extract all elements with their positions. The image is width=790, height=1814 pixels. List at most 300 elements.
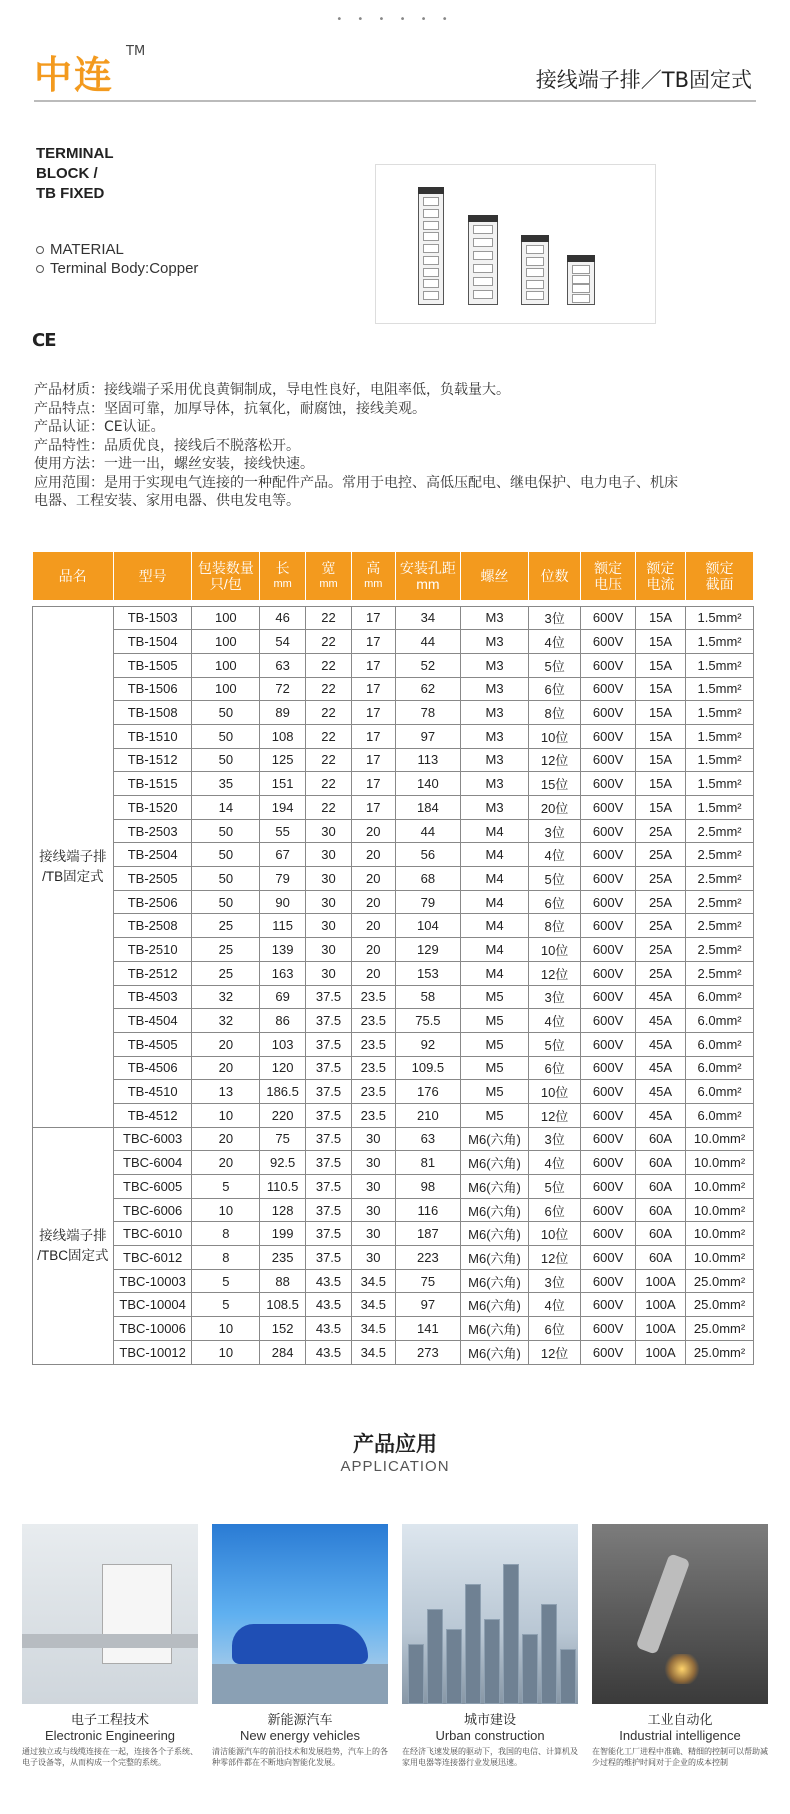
table-cell: M5 [461,1103,529,1127]
table-cell: 13 [192,1080,260,1104]
table-cell: M6(六角) [461,1317,529,1341]
table-cell: 4位 [528,843,580,867]
table-row [33,914,754,938]
table-cell: 37.5 [306,1056,352,1080]
column-header [528,552,580,600]
table-cell: 30 [351,1127,395,1151]
table-cell: 23.5 [351,1032,395,1056]
table-cell: 81 [395,1151,461,1175]
table-cell: 140 [395,772,461,796]
product-category-line: /TB固定式 [42,868,104,884]
application-text: 在智能化工厂进程中准确、精细的控制可以帮助减少过程的维护时间对于企业的成本控制 [592,1747,768,1767]
table-cell: 45A [635,985,685,1009]
table-cell: 45A [635,1080,685,1104]
table-cell: 20 [192,1032,260,1056]
table-cell: 1.5mm² [686,796,754,820]
column-header [635,552,685,600]
table-cell: 37.5 [306,1032,352,1056]
table-cell: 100 [192,653,260,677]
table-cell: 37.5 [306,1127,352,1151]
table-cell: M4 [461,914,529,938]
column-header [33,552,114,600]
column-header-label: 额定 [594,560,623,576]
table-cell: 79 [260,867,306,891]
table-cell: 23.5 [351,1009,395,1033]
table-cell: 6.0mm² [686,1056,754,1080]
table-cell: 30 [306,867,352,891]
table-cell: 22 [306,653,352,677]
table-cell: 600V [581,961,636,985]
table-cell: 44 [395,819,461,843]
table-cell: 20 [351,843,395,867]
table-cell: 12位 [528,1246,580,1270]
table-cell: M3 [461,653,529,677]
table-cell: 30 [351,1151,395,1175]
table-cell: 25A [635,938,685,962]
table-cell: TB-4503 [113,985,192,1009]
table-cell: 20 [351,914,395,938]
table-cell: 8 [192,1246,260,1270]
table-cell: 176 [395,1080,461,1104]
table-cell: 43.5 [306,1317,352,1341]
table-cell: 600V [581,1127,636,1151]
table-cell: 10.0mm² [686,1222,754,1246]
table-cell: M3 [461,748,529,772]
terminal-block-image [468,215,498,305]
table-row [33,724,754,748]
table-cell: 5位 [528,867,580,891]
table-cell: 6.0mm² [686,1009,754,1033]
table-cell: 37.5 [306,1198,352,1222]
intro-section [36,144,336,278]
table-cell: 600V [581,819,636,843]
table-cell: 3位 [528,1269,580,1293]
table-cell: TB-2506 [113,890,192,914]
table-cell: 60A [635,1151,685,1175]
table-cell: 220 [260,1103,306,1127]
table-cell: 60A [635,1222,685,1246]
table-cell: 15A [635,796,685,820]
table-cell: 1.5mm² [686,677,754,701]
table-cell: 22 [306,701,352,725]
table-cell: M6(六角) [461,1127,529,1151]
table-cell: 78 [395,701,461,725]
table-cell: 6.0mm² [686,985,754,1009]
table-cell: 4位 [528,630,580,654]
table-cell: M6(六角) [461,1246,529,1270]
table-cell: 600V [581,1056,636,1080]
table-cell: 600V [581,772,636,796]
table-cell: 109.5 [395,1056,461,1080]
table-cell: 46 [260,606,306,630]
table-cell: 6.0mm² [686,1103,754,1127]
table-cell: M4 [461,938,529,962]
table-cell: TB-2503 [113,819,192,843]
application-card [212,1524,388,1768]
intro-title-line: TB FIXED [36,185,105,202]
table-cell: 37.5 [306,1151,352,1175]
table-cell: 20 [192,1056,260,1080]
table-row [33,748,754,772]
column-header-unit: 截面 [705,576,734,592]
table-cell: 5 [192,1175,260,1199]
column-header-label: 宽 [321,560,336,576]
table-cell: 10 [192,1340,260,1364]
table-cell: TB-4512 [113,1103,192,1127]
table-cell: 4位 [528,1151,580,1175]
table-cell: 22 [306,772,352,796]
product-category-line: 接线端子排 [39,1227,107,1243]
table-cell: 187 [395,1222,461,1246]
table-row [33,796,754,820]
table-cell: M4 [461,843,529,867]
application-name: 电子工程技术 [70,1713,149,1728]
table-cell: TB-2512 [113,961,192,985]
table-cell: 30 [306,961,352,985]
table-cell: 600V [581,701,636,725]
table-cell: 5位 [528,1032,580,1056]
table-row [33,1293,754,1317]
table-row [33,606,754,630]
table-cell: 110.5 [260,1175,306,1199]
table-cell: 115 [260,914,306,938]
table-cell: 600V [581,843,636,867]
table-cell: M3 [461,677,529,701]
table-cell: 22 [306,748,352,772]
table-cell: 1.5mm² [686,748,754,772]
table-cell: 600V [581,1317,636,1341]
table-cell: 25.0mm² [686,1340,754,1364]
table-cell: 2.5mm² [686,819,754,843]
industry-image [592,1524,768,1704]
applications-title: 产品应用 [353,1432,437,1456]
table-cell: TBC-10006 [113,1317,192,1341]
table-cell: 30 [351,1222,395,1246]
column-header-label: 螺丝 [480,568,509,584]
table-cell: 600V [581,677,636,701]
table-cell: 25 [192,938,260,962]
product-category-line: 接线端子排 [39,848,107,864]
table-cell: TBC-6006 [113,1198,192,1222]
table-cell: TB-2504 [113,843,192,867]
column-header-unit: 只/包 [209,576,242,592]
table-cell: 75 [260,1127,306,1151]
table-cell: 273 [395,1340,461,1364]
table-cell: 2.5mm² [686,843,754,867]
table-cell: 37.5 [306,1009,352,1033]
table-cell: 4位 [528,1009,580,1033]
table-cell: 43.5 [306,1340,352,1364]
table-cell: 12位 [528,748,580,772]
table-cell: 103 [260,1032,306,1056]
table-cell: 600V [581,1080,636,1104]
table-cell: 600V [581,748,636,772]
table-cell: 20 [351,938,395,962]
table-cell: 10.0mm² [686,1246,754,1270]
description-line: 电器、工程安装、家用电器、供电发电等。 [34,493,300,509]
table-cell: 20 [192,1127,260,1151]
table-cell: 600V [581,985,636,1009]
intro-title-line: TERMINAL [36,145,114,162]
intro-title [36,144,336,204]
table-cell: 89 [260,701,306,725]
ce-certification-icon: CE [32,330,56,351]
table-cell: 30 [306,914,352,938]
table-cell: 600V [581,890,636,914]
table-row [33,1103,754,1127]
table-cell: 163 [260,961,306,985]
column-header-label: 额定 [705,560,734,576]
column-header-unit: 电流 [646,576,675,592]
table-cell: 43.5 [306,1293,352,1317]
column-header [351,552,395,600]
table-cell: 25 [192,961,260,985]
table-cell: 44 [395,630,461,654]
application-en: Urban construction [435,1728,545,1743]
table-cell: 22 [306,796,352,820]
table-cell: M3 [461,772,529,796]
table-cell: 54 [260,630,306,654]
table-cell: M3 [461,724,529,748]
table-cell: 600V [581,606,636,630]
table-cell: 17 [351,653,395,677]
table-cell: 184 [395,796,461,820]
table-cell: 15A [635,701,685,725]
table-cell: 15A [635,772,685,796]
table-cell: 20 [351,867,395,891]
application-en: Electronic Engineering [44,1728,176,1743]
material-list-item: MATERIAL [36,240,336,259]
table-row [33,867,754,891]
table-cell: 100A [635,1340,685,1364]
table-cell: M3 [461,701,529,725]
table-row [33,1269,754,1293]
table-cell: 20 [351,890,395,914]
column-header-label: 高 [366,560,381,576]
car-image [212,1524,388,1704]
table-cell: 45A [635,1032,685,1056]
table-cell: 600V [581,653,636,677]
terminal-block-image [567,255,595,305]
table-cell: 5位 [528,653,580,677]
table-cell: 10位 [528,1080,580,1104]
column-header-unit: 电压 [594,576,623,592]
table-row [33,1151,754,1175]
table-cell: 97 [395,724,461,748]
table-cell: 100A [635,1269,685,1293]
table-cell: M4 [461,961,529,985]
column-header-label: 长 [275,560,290,576]
table-row [33,701,754,725]
table-cell: 25A [635,961,685,985]
column-header [461,552,529,600]
table-cell: 194 [260,796,306,820]
top-dots: • • • • • • [336,14,454,25]
table-cell: 63 [395,1127,461,1151]
table-row [33,843,754,867]
table-row [33,890,754,914]
table-cell: 50 [192,867,260,891]
product-category-cell [33,1127,114,1364]
table-cell: 6位 [528,1317,580,1341]
table-cell: 100 [192,677,260,701]
description-line: 应用范围：是用于实现电气连接的一种配件产品。常用于电控、高低压配电、继电保护、电力电子、机床 [34,474,678,491]
table-cell: 75 [395,1269,461,1293]
table-cell: 235 [260,1246,306,1270]
table-cell: 25.0mm² [686,1317,754,1341]
table-cell: 5 [192,1269,260,1293]
table-cell: 23.5 [351,1056,395,1080]
table-cell: 23.5 [351,1080,395,1104]
table-cell: 108 [260,724,306,748]
table-cell: 199 [260,1222,306,1246]
table-row [33,1127,754,1151]
table-cell: 23.5 [351,1103,395,1127]
column-header-label: 包装数量 [197,560,254,576]
table-cell: TB-1508 [113,701,192,725]
table-cell: 10 [192,1103,260,1127]
table-cell: 100A [635,1317,685,1341]
column-header-label: 位数 [540,568,569,584]
table-cell: 50 [192,701,260,725]
column-header [581,552,636,600]
table-cell: 10.0mm² [686,1198,754,1222]
spec-table [32,552,754,1365]
table-cell: 10 [192,1317,260,1341]
table-cell: 15A [635,748,685,772]
table-cell: 30 [306,843,352,867]
table-cell: 67 [260,843,306,867]
table-cell: 600V [581,1009,636,1033]
table-cell: 600V [581,1175,636,1199]
electronic-image [22,1524,198,1704]
table-cell: M6(六角) [461,1340,529,1364]
table-cell: 139 [260,938,306,962]
table-cell: 600V [581,1246,636,1270]
table-cell: 4位 [528,1293,580,1317]
table-cell: 22 [306,724,352,748]
table-cell: M5 [461,1056,529,1080]
table-cell: 72 [260,677,306,701]
table-cell: TBC-10004 [113,1293,192,1317]
table-cell: 35 [192,772,260,796]
table-cell: 600V [581,1222,636,1246]
table-cell: 1.5mm² [686,630,754,654]
table-cell: 56 [395,843,461,867]
table-cell: 2.5mm² [686,867,754,891]
table-cell: 20 [351,819,395,843]
table-cell: 152 [260,1317,306,1341]
table-cell: 1.5mm² [686,724,754,748]
table-cell: 10.0mm² [686,1175,754,1199]
column-header [306,552,352,600]
table-cell: 120 [260,1056,306,1080]
table-cell: 15A [635,630,685,654]
table-cell: 45A [635,1009,685,1033]
table-row [33,653,754,677]
terminal-block-image [418,187,444,305]
table-cell: TB-4504 [113,1009,192,1033]
table-cell: 600V [581,630,636,654]
table-row [33,677,754,701]
table-cell: 30 [351,1198,395,1222]
table-cell: 6.0mm² [686,1032,754,1056]
table-cell: 10位 [528,1222,580,1246]
table-cell: 113 [395,748,461,772]
table-cell: 100 [192,606,260,630]
table-cell: 17 [351,748,395,772]
column-header-unit: mm [319,578,338,590]
table-cell: TBC-6004 [113,1151,192,1175]
description-line: 产品认证：CE认证。 [34,419,165,435]
table-cell: 17 [351,772,395,796]
table-cell: 25A [635,914,685,938]
table-cell: 12位 [528,1103,580,1127]
table-cell: 1.5mm² [686,606,754,630]
table-cell: TB-1515 [113,772,192,796]
table-cell: 20 [192,1151,260,1175]
table-cell: 6位 [528,1056,580,1080]
table-header-row [33,552,754,600]
table-row [33,819,754,843]
table-cell: TBC-10003 [113,1269,192,1293]
table-cell: TBC-6010 [113,1222,192,1246]
table-cell: 23.5 [351,985,395,1009]
table-cell: 37.5 [306,985,352,1009]
table-cell: TB-1504 [113,630,192,654]
table-cell: M5 [461,1080,529,1104]
table-cell: 50 [192,819,260,843]
table-cell: 1.5mm² [686,772,754,796]
column-header-unit: mm [273,578,292,590]
table-cell: 284 [260,1340,306,1364]
table-cell: 34.5 [351,1317,395,1341]
table-cell: 17 [351,630,395,654]
column-header [686,552,754,600]
table-cell: 37.5 [306,1175,352,1199]
table-cell: 8位 [528,914,580,938]
table-cell: 50 [192,724,260,748]
application-card [22,1524,198,1768]
table-cell: 1.5mm² [686,653,754,677]
table-cell: 88 [260,1269,306,1293]
table-cell: 22 [306,677,352,701]
table-cell: 55 [260,819,306,843]
table-cell: 15位 [528,772,580,796]
table-cell: 30 [306,938,352,962]
application-en: Industrial intelligence [619,1728,741,1743]
table-cell: 17 [351,724,395,748]
table-cell: 116 [395,1198,461,1222]
table-cell: TBC-6012 [113,1246,192,1270]
table-cell: 86 [260,1009,306,1033]
description-line: 产品材质：接线端子采用优良黄铜制成，导电性良好，电阻率低，负载量大。 [34,382,510,398]
table-cell: 600V [581,867,636,891]
table-cell: M4 [461,867,529,891]
product-category-line: /TBC固定式 [37,1247,109,1263]
column-header-unit: mm [364,578,383,590]
table-cell: 15A [635,677,685,701]
table-cell: 2.5mm² [686,890,754,914]
trademark-mark: TM [126,44,146,59]
table-cell: 98 [395,1175,461,1199]
table-cell: M3 [461,606,529,630]
applications-grid [22,1524,768,1794]
application-card [592,1524,768,1768]
column-header [192,552,260,600]
table-cell: M6(六角) [461,1151,529,1175]
table-cell: 5 [192,1293,260,1317]
